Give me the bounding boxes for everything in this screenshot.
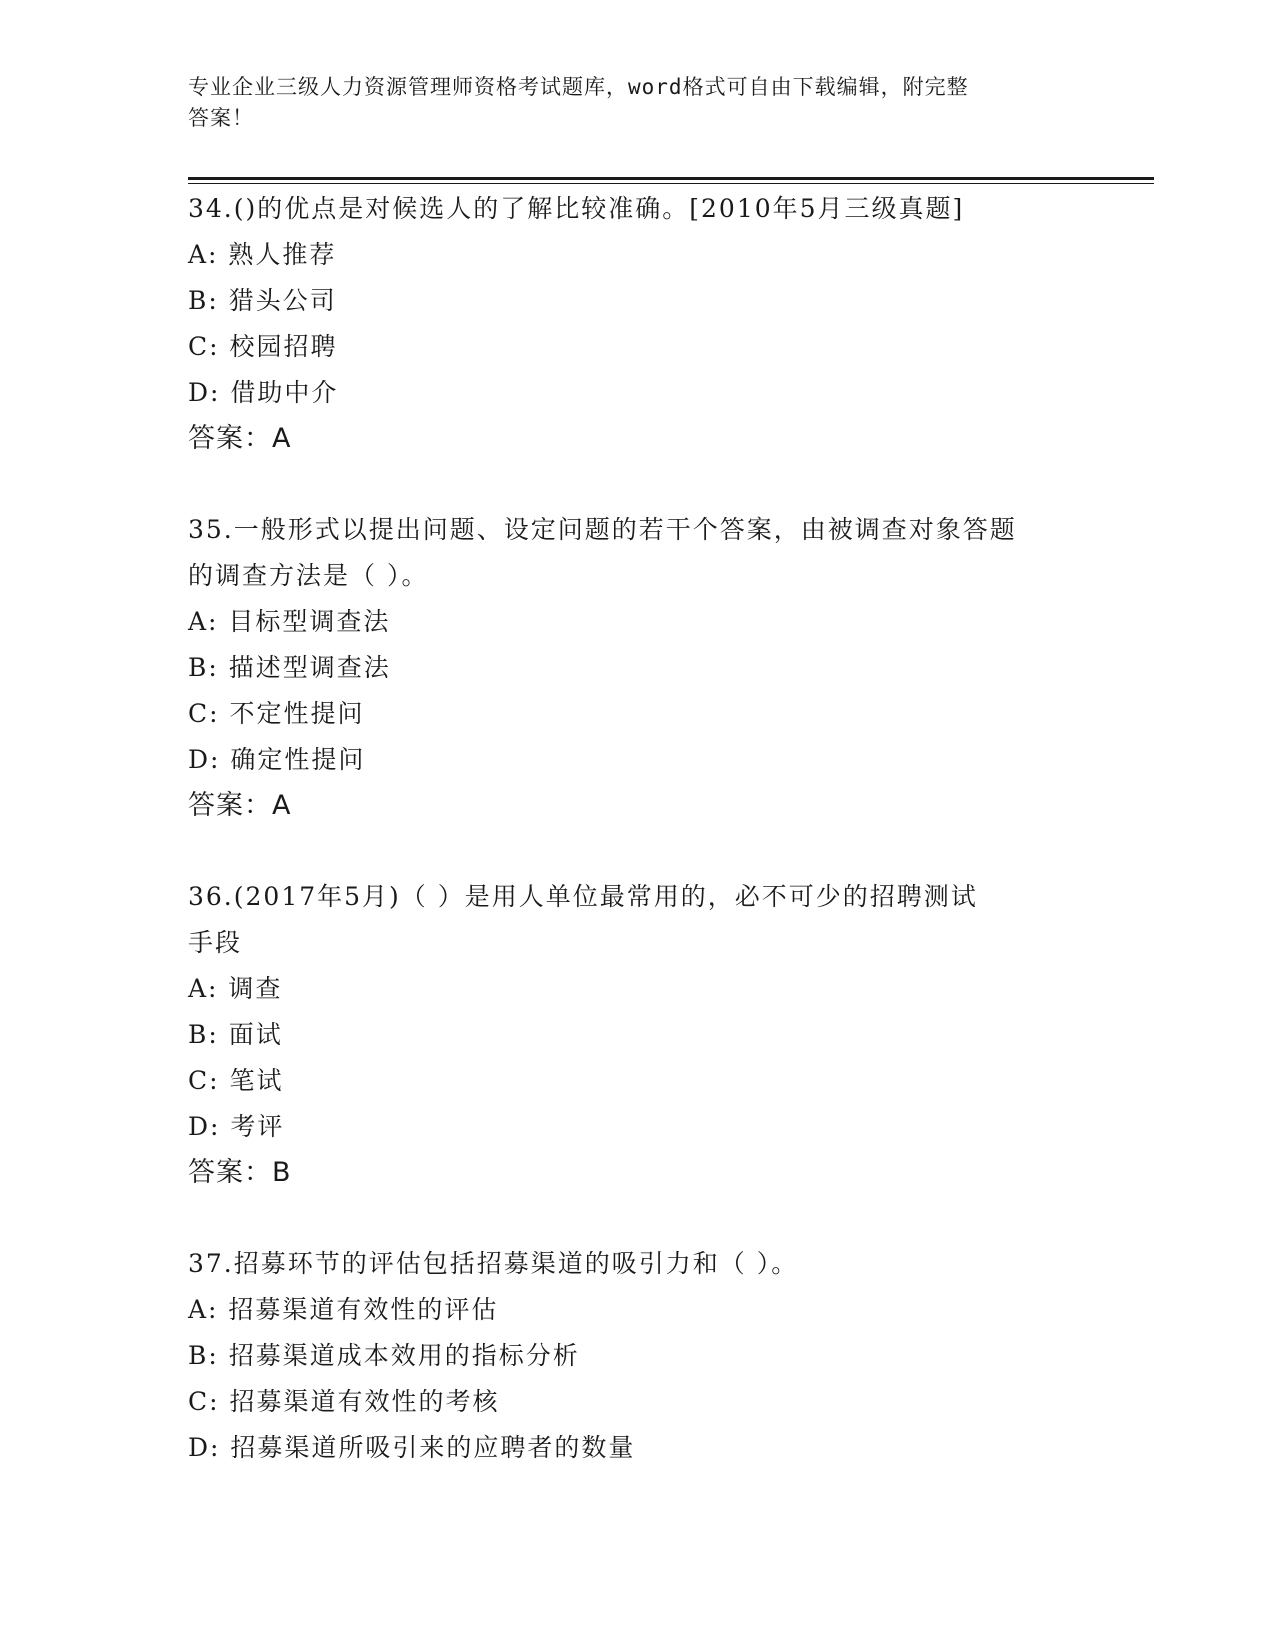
option-d: D: 招募渠道所吸引来的应聘者的数量 xyxy=(188,1433,636,1462)
option-d: D: 借助中介 xyxy=(188,378,339,407)
question-35 xyxy=(188,507,1088,829)
question-text-line: 35.一般形式以提出问题、设定问题的若干个答案，由被调查对象答题 xyxy=(188,515,1017,544)
header-line-1: 专业企业三级人力资源管理师资格考试题库，word格式可自由下载编辑，附完整 xyxy=(188,75,969,99)
question-text-line: 34.()的优点是对候选人的了解比较准确。[2010年5月三级真题] xyxy=(188,194,965,223)
option-c: C: 笔试 xyxy=(188,1066,284,1095)
option-b: B: 面试 xyxy=(188,1020,283,1049)
answer-line: 答案：A xyxy=(188,790,292,821)
header-divider-thick xyxy=(188,177,1154,180)
answer-line: 答案：B xyxy=(188,1157,292,1188)
answer-line: 答案：A xyxy=(188,423,292,454)
option-a: A: 目标型调查法 xyxy=(188,607,391,636)
option-a: A: 招募渠道有效性的评估 xyxy=(188,1295,499,1324)
option-d: D: 确定性提问 xyxy=(188,745,366,774)
option-a: A: 熟人推荐 xyxy=(188,240,337,269)
header-divider-thin xyxy=(188,183,1154,184)
document-header xyxy=(188,72,1068,134)
question-text-line: 手段 xyxy=(188,928,243,957)
option-b: B: 猎头公司 xyxy=(188,286,337,315)
option-b: B: 描述型调查法 xyxy=(188,653,391,682)
question-text-line: 的调查方法是（ ）。 xyxy=(188,561,429,590)
question-list xyxy=(188,186,1088,1471)
question-37 xyxy=(188,1241,1088,1471)
question-text-line: 36.(2017年5月)（ ）是用人单位最常用的，必不可少的招聘测试 xyxy=(188,882,978,911)
option-a: A: 调查 xyxy=(188,974,283,1003)
question-text-line: 37.招募环节的评估包括招募渠道的吸引力和（ ）。 xyxy=(188,1249,799,1278)
option-b: B: 招募渠道成本效用的指标分析 xyxy=(188,1341,580,1370)
option-c: C: 不定性提问 xyxy=(188,699,365,728)
option-d: D: 考评 xyxy=(188,1112,285,1141)
question-34 xyxy=(188,186,1088,462)
option-c: C: 校园招聘 xyxy=(188,332,338,361)
option-c: C: 招募渠道有效性的考核 xyxy=(188,1387,500,1416)
question-36 xyxy=(188,874,1088,1196)
header-line-2: 答案！ xyxy=(188,106,254,130)
